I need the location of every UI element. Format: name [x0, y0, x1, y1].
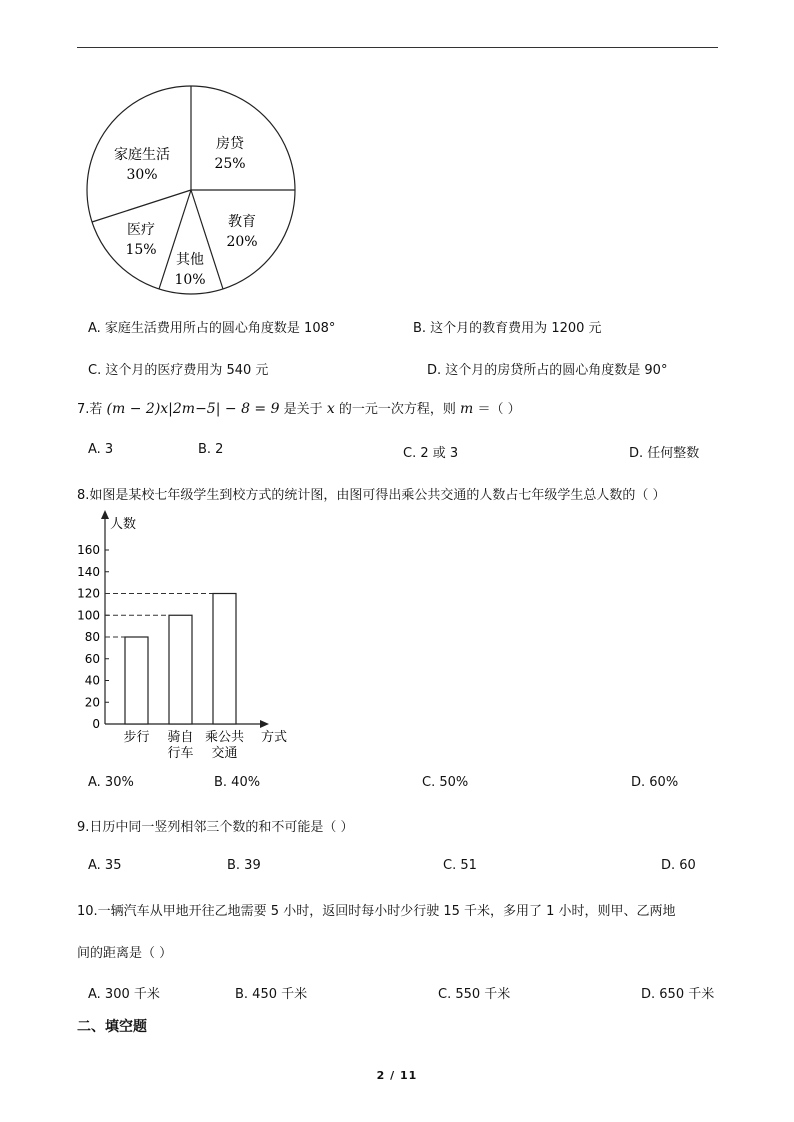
pie-slice-label-education: 教育	[228, 214, 256, 230]
question-10-line-2: 间的距离是（ ）	[77, 946, 173, 961]
q10-option-a: A. 300 千米	[88, 987, 160, 1002]
q7-formula: (m − 2)x|2m−5| − 8 = 9	[106, 401, 280, 417]
q6-option-a: A. 家庭生活费用所占的圆心角度数是 108°	[88, 321, 336, 336]
y-tick-label: 140	[77, 564, 100, 579]
category-label: 乘公共	[204, 730, 245, 745]
y-tick-label: 120	[77, 586, 100, 601]
question-9: 9.日历中同一竖列相邻三个数的和不可能是（ ）	[77, 820, 354, 835]
q8-option-c: C. 50%	[422, 775, 469, 790]
question-10-line-1: 10.一辆汽车从甲地开往乙地需要 5 小时，返回时每小时少行驶 15 千米，多用了 1 小时，则甲、乙两地	[77, 904, 676, 919]
pie-slice-label-other: 其他	[176, 252, 204, 268]
category-label: 行车	[167, 746, 194, 761]
section-title: 二、填空题	[77, 1019, 147, 1035]
bar	[125, 637, 148, 724]
q8-option-a: A. 30%	[88, 775, 134, 790]
x-axis-arrow	[260, 720, 269, 728]
q7-option-a: A. 3	[88, 442, 114, 457]
y-tick-label: 100	[77, 608, 100, 623]
q10-option-b: B. 450 千米	[235, 987, 308, 1002]
q6-option-c: C. 这个月的医疗费用为 540 元	[88, 363, 269, 378]
q7-prefix: 7.若	[77, 402, 103, 417]
q6-option-b: B. 这个月的教育费用为 1200 元	[413, 321, 602, 336]
q9-option-b: B. 39	[227, 858, 261, 873]
pie-slice-pct-housing: 25%	[214, 156, 246, 172]
q8-option-b: B. 40%	[214, 775, 261, 790]
q7-var-x: x	[326, 401, 335, 417]
q7-var-m: m	[460, 401, 474, 417]
y-axis-label: 人数	[110, 517, 137, 532]
q6-option-d: D. 这个月的房贷所占的圆心角度数是 90°	[427, 363, 668, 378]
pie-slice-pct-medical: 15%	[125, 242, 157, 258]
q9-option-d: D. 60	[661, 858, 696, 873]
y-tick-label: 20	[84, 695, 100, 710]
q7-middle: 是关于	[283, 402, 323, 417]
y-axis-arrow	[101, 510, 109, 519]
q7-option-d: D. 任何整数	[629, 446, 700, 461]
y-tick-label: 40	[84, 673, 100, 688]
q9-option-a: A. 35	[88, 858, 122, 873]
question-7	[77, 398, 521, 417]
pie-slice-pct-education: 20%	[226, 234, 258, 250]
category-label: 交通	[211, 746, 238, 761]
bar	[169, 615, 192, 724]
pie-slice-pct-family: 30%	[126, 167, 158, 183]
pie-slice-pct-other: 10%	[174, 272, 206, 288]
q7-tail: ＝（ ）	[477, 402, 521, 417]
category-label: 步行	[123, 730, 150, 745]
y-tick-label: 60	[84, 651, 100, 666]
y-tick-label: 0	[92, 717, 100, 731]
question-8: 8.如图是某校七年级学生到校方式的统计图，由图可得出乘公共交通的人数占七年级学生总人数的（ ）	[77, 488, 666, 503]
y-tick-label: 160	[77, 543, 100, 557]
q8-option-d: D. 60%	[631, 775, 679, 790]
bar	[213, 594, 236, 725]
pie-slice-label-family: 家庭生活	[114, 147, 170, 163]
header-rule	[77, 47, 718, 48]
pie-chart	[84, 84, 298, 296]
pie-slice-label-housing: 房贷	[216, 136, 244, 152]
y-tick-label: 80	[84, 630, 100, 644]
q7-suffix: 的一元一次方程，则	[338, 402, 456, 417]
bar-chart	[70, 508, 300, 766]
category-label: 骑自	[167, 730, 194, 745]
pie-slice-label-medical: 医疗	[127, 222, 155, 238]
x-axis-label: 方式	[261, 730, 288, 745]
q7-option-b: B. 2	[198, 442, 224, 457]
q7-option-c: C. 2 或 3	[403, 446, 459, 461]
page-number: 2 / 11	[376, 1069, 418, 1082]
q10-option-d: D. 650 千米	[641, 987, 715, 1002]
q9-option-c: C. 51	[443, 858, 477, 873]
q10-option-c: C. 550 千米	[438, 987, 511, 1002]
